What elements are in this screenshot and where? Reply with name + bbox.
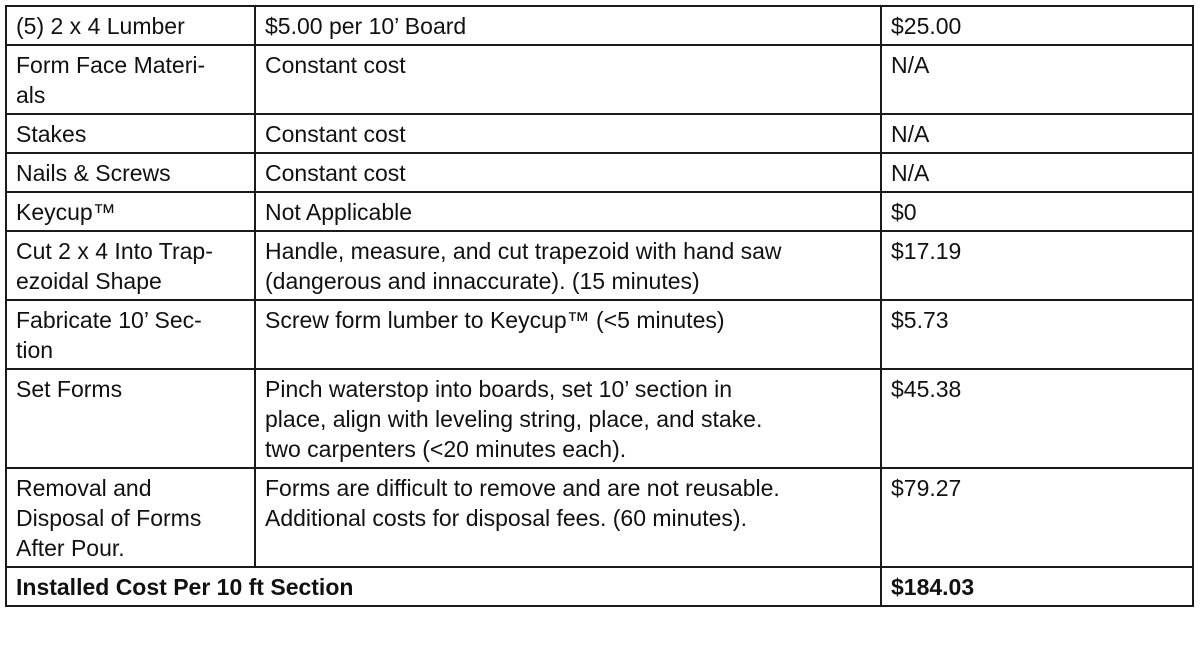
table-row <box>6 192 1193 231</box>
description-cell: Handle, measure, and cut trapezoid with hand saw (dangerous and innaccurate). (15 minutes) <box>255 231 881 300</box>
item-cell: Keycup™ <box>6 192 255 231</box>
item-cell: Removal and Disposal of Forms After Pour. <box>6 468 255 567</box>
cost-cell: $25.00 <box>881 6 1193 45</box>
table-row <box>6 153 1193 192</box>
description-cell: $5.00 per 10’ Board <box>255 6 881 45</box>
item-cell: Set Forms <box>6 369 255 468</box>
item-cell: Form Face Materi- als <box>6 45 255 114</box>
table-row <box>6 6 1193 45</box>
table-row <box>6 468 1193 567</box>
cost-cell: $79.27 <box>881 468 1193 567</box>
item-cell: Nails & Screws <box>6 153 255 192</box>
description-cell: Not Applicable <box>255 192 881 231</box>
total-cost: $184.03 <box>881 567 1193 606</box>
total-row <box>6 567 1193 606</box>
cost-cell: $17.19 <box>881 231 1193 300</box>
cost-cell: $5.73 <box>881 300 1193 369</box>
cost-cell: $0 <box>881 192 1193 231</box>
cost-cell: N/A <box>881 45 1193 114</box>
description-cell: Constant cost <box>255 153 881 192</box>
cost-cell: N/A <box>881 153 1193 192</box>
table-row <box>6 231 1193 300</box>
total-label: Installed Cost Per 10 ft Section <box>6 567 881 606</box>
description-cell: Screw form lumber to Keycup™ (<5 minutes) <box>255 300 881 369</box>
table-row <box>6 369 1193 468</box>
item-cell: Cut 2 x 4 Into Trap- ezoidal Shape <box>6 231 255 300</box>
item-cell: (5) 2 x 4 Lumber <box>6 6 255 45</box>
item-cell: Fabricate 10’ Sec- tion <box>6 300 255 369</box>
table-row <box>6 300 1193 369</box>
item-cell: Stakes <box>6 114 255 153</box>
description-cell: Constant cost <box>255 45 881 114</box>
cost-table-body <box>6 6 1193 567</box>
table-row <box>6 114 1193 153</box>
table-row <box>6 45 1193 114</box>
description-cell: Constant cost <box>255 114 881 153</box>
cost-cell: N/A <box>881 114 1193 153</box>
description-cell: Pinch waterstop into boards, set 10’ section in place, align with leveling string, place, and stake. two carpenters (<20 minutes each). <box>255 369 881 468</box>
description-cell: Forms are difficult to remove and are not reusable. Additional costs for disposal fees. (60 minutes). <box>255 468 881 567</box>
cost-cell: $45.38 <box>881 369 1193 468</box>
cost-table <box>5 5 1194 607</box>
